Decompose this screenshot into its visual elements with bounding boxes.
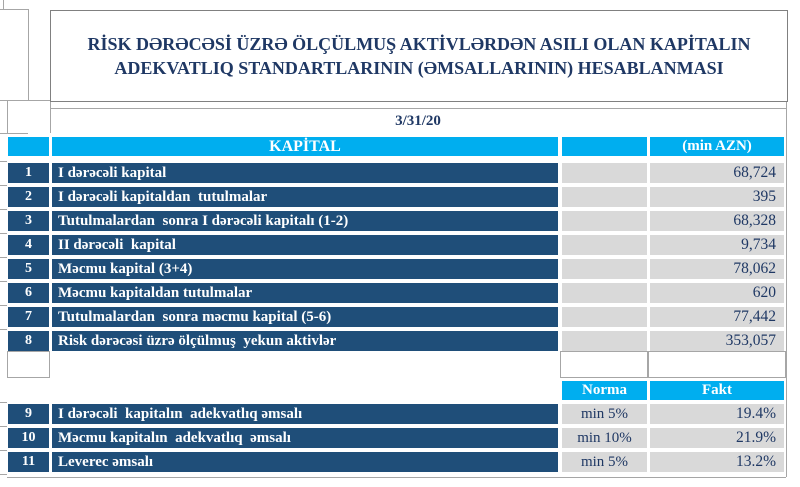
gridline [0,426,7,427]
gridline [0,233,7,234]
gridline [0,209,7,210]
ratio-norma-cell[interactable]: min 10% [562,428,647,448]
gridline [0,161,7,162]
row-number-cell[interactable]: 3 [8,211,49,231]
ratio-fakt-cell[interactable]: 21.9% [650,428,784,448]
row-spacer-cell[interactable] [562,211,647,231]
row-number-cell[interactable]: 11 [8,452,49,472]
row-spacer-cell[interactable] [562,283,647,303]
row-number-cell[interactable]: 7 [8,307,49,327]
ratio-fakt-cell[interactable]: 13.2% [650,452,784,472]
row-value-cell[interactable]: 620 [650,283,784,303]
row-spacer-cell[interactable] [562,307,647,327]
row-label-cell[interactable]: Tutulmalardan sonra məcmu kapital (5-6) [52,307,558,327]
row-label-cell[interactable]: I dərəcəli kapitalın adekvatlıq əmsalı [52,404,558,424]
gridline [28,9,29,100]
row-number-cell[interactable]: 6 [8,283,49,303]
row-label-cell[interactable]: Məcmu kapitalın adekvatlıq əmsalı [52,428,558,448]
gridline [3,0,4,9]
capital-header-num-cell[interactable] [8,137,49,156]
row-number-cell[interactable]: 9 [8,404,49,424]
row-label-cell[interactable]: Tutulmalardan sonra I dərəcəli kapitalı (1-2) [52,211,558,231]
row-spacer-cell[interactable] [562,331,647,351]
gridline [0,450,7,451]
report-title-cell[interactable] [50,10,788,102]
gridline [0,402,7,403]
report-title-line1: RİSK DƏRƏCƏSİ ÜZRƏ ÖLÇÜLMUŞ AKTİVLƏRDƏN ASILI OLAN KAPİTALIN [87,34,751,54]
row-value-cell[interactable]: 68,724 [650,163,784,183]
row-value-cell[interactable]: 353,057 [650,331,784,351]
row-value-cell[interactable]: 9,734 [650,235,784,255]
row-value-cell[interactable]: 77,442 [650,307,784,327]
row-label-cell[interactable]: Risk dərəcəsi üzrə ölçülmuş yekun aktivlər [52,331,558,351]
row-number-cell[interactable]: 2 [8,187,49,207]
ratio-header-norma-cell[interactable]: Norma [562,381,647,400]
ratio-fakt-cell[interactable]: 19.4% [650,404,784,424]
row-value-cell[interactable]: 78,062 [650,259,784,279]
row-label-cell[interactable]: Məcmu kapitaldan tutulmalar [52,283,558,303]
empty-cell[interactable] [7,351,50,378]
row-number-cell[interactable]: 5 [8,259,49,279]
gridline [7,477,786,478]
gridline [0,185,7,186]
row-label-cell[interactable]: I dərəcəli kapital [52,163,558,183]
row-label-cell[interactable]: II dərəcəli kapital [52,235,558,255]
row-spacer-cell[interactable] [562,235,647,255]
row-spacer-cell[interactable] [562,187,647,207]
row-number-cell[interactable]: 10 [8,428,49,448]
capital-header-spacer-cell[interactable] [562,137,647,156]
capital-header-label-cell[interactable]: KAPİTAL [52,137,558,156]
gridline [7,100,8,133]
gridline [0,474,7,475]
gridline [786,100,787,477]
row-number-cell[interactable]: 1 [8,163,49,183]
row-label-cell[interactable]: I dərəcəli kapitaldan tutulmalar [52,187,558,207]
gridline [0,329,7,330]
capital-header-unit-cell[interactable]: (min AZN) [650,137,784,156]
gridline [50,100,51,133]
empty-cell[interactable] [648,351,786,378]
row-value-cell[interactable]: 68,328 [650,211,784,231]
ratio-norma-cell[interactable]: min 5% [562,404,647,424]
row-label-cell[interactable]: Leverec əmsalı [52,452,558,472]
row-value-cell[interactable]: 395 [650,187,784,207]
row-spacer-cell[interactable] [562,259,647,279]
gridline [0,133,28,134]
report-date-cell[interactable]: 3/31/20 [395,113,441,129]
row-number-cell[interactable]: 8 [8,331,49,351]
row-spacer-cell[interactable] [562,163,647,183]
gridline [0,9,28,10]
report-title-line2: ADEKVATLIQ STANDARTLARININ (ƏMSALLARININ) HESABLANMASI [114,58,724,78]
row-label-cell[interactable]: Məcmu kapital (3+4) [52,259,558,279]
gridline [0,305,7,306]
empty-cell[interactable] [560,351,648,378]
ratio-norma-cell[interactable]: min 5% [562,452,647,472]
gridline [0,281,7,282]
gridline [0,257,7,258]
row-number-cell[interactable]: 4 [8,235,49,255]
ratio-header-fakt-cell[interactable]: Fakt [650,381,784,400]
